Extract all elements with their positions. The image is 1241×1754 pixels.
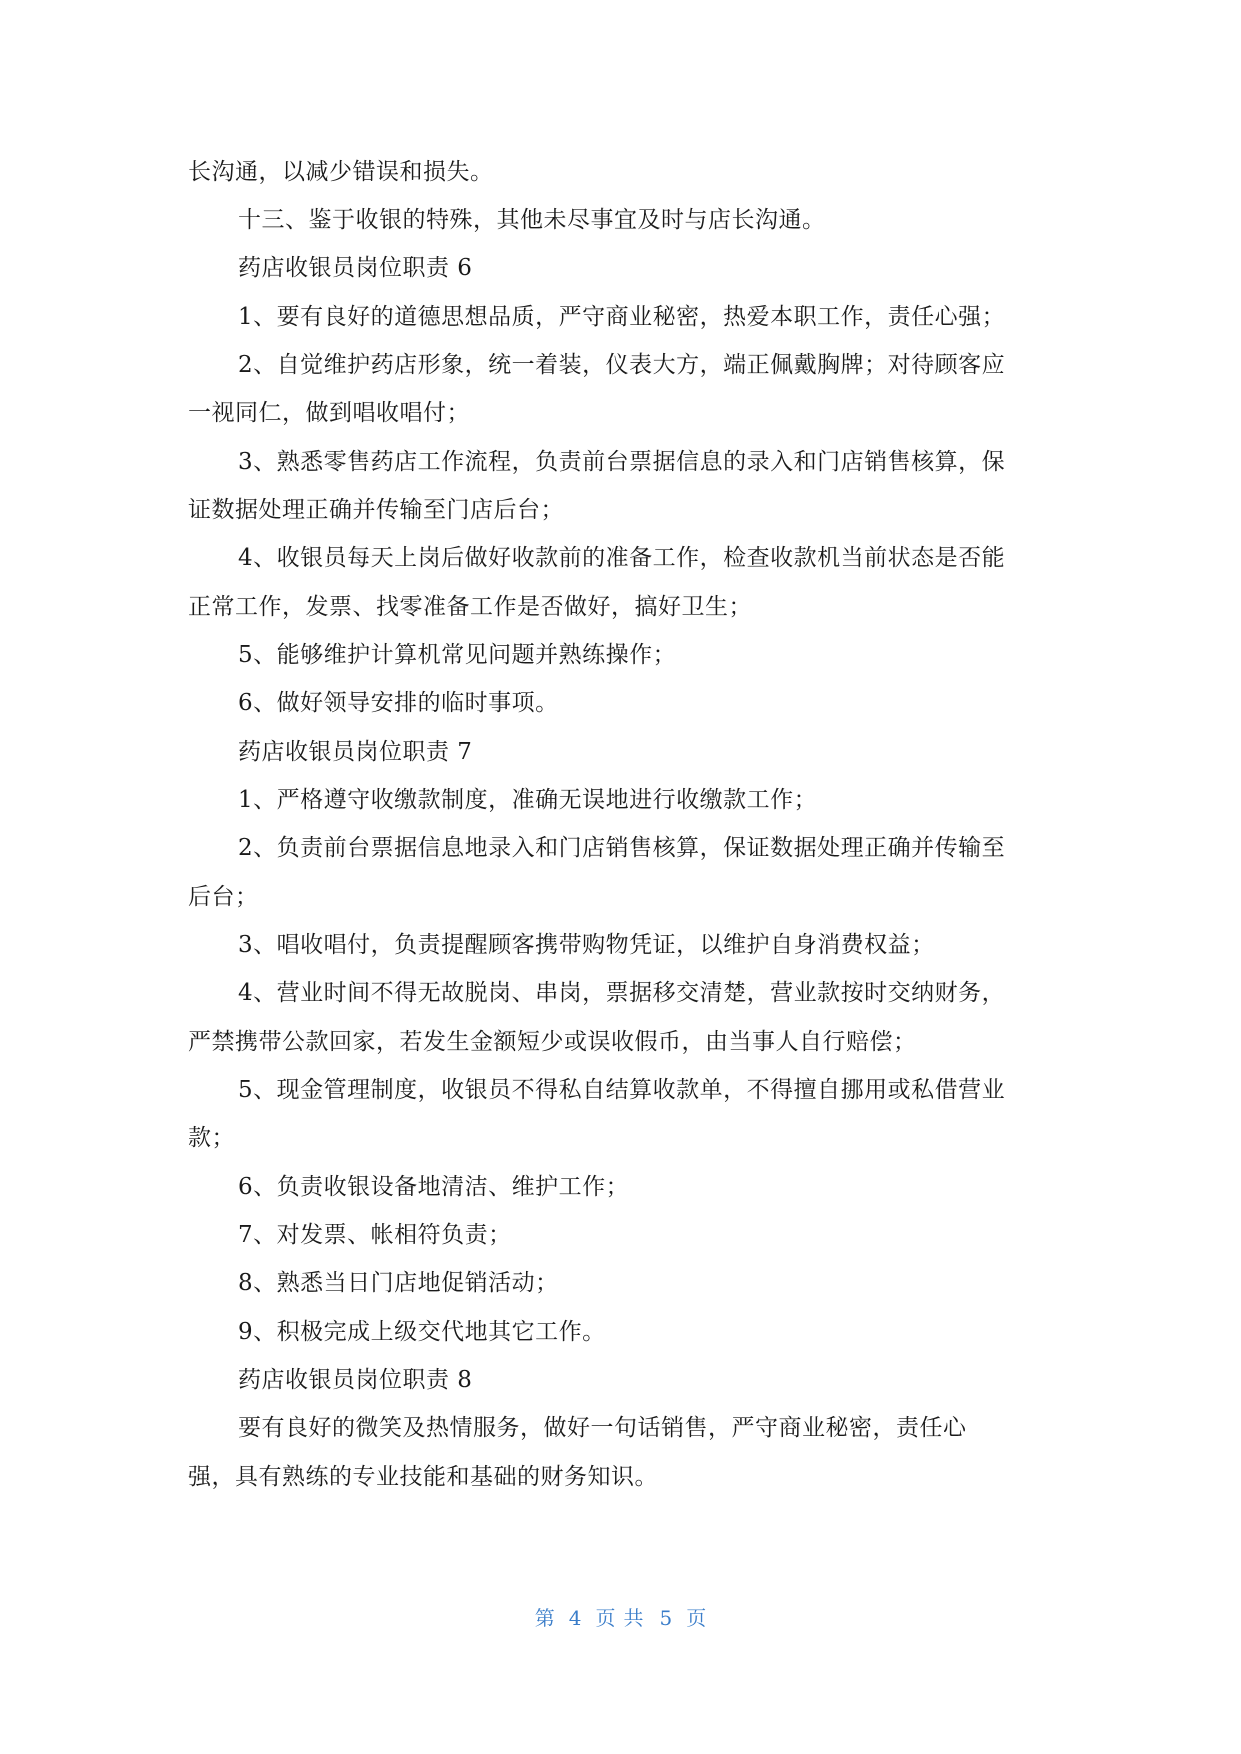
text-line: 3、熟悉零售药店工作流程，负责前台票据信息的录入和门店销售核算，保 [238, 449, 1006, 475]
text-line: 后台； [188, 884, 259, 910]
footer-page-of: 页共 [595, 1606, 652, 1630]
footer-current-page: 4 [568, 1606, 582, 1630]
footer-total-pages: 5 [659, 1606, 673, 1630]
text-line: 4、营业时间不得无故脱岗、串岗，票据移交清楚，营业款按时交纳财务， [238, 980, 1006, 1006]
footer-page-word: 第 [534, 1606, 555, 1630]
text-line: 款； [188, 1125, 235, 1151]
text-line: 9、积极完成上级交代地其它工作。 [238, 1319, 606, 1345]
section-heading: 药店收银员岗位职责 7 [238, 739, 473, 765]
text-line: 7、对发票、帐相符负责； [238, 1222, 512, 1248]
section-heading: 药店收银员岗位职责 8 [238, 1367, 473, 1393]
text-line: 强，具有熟练的专业技能和基础的财务知识。 [188, 1464, 658, 1490]
text-line: 6、做好领导安排的临时事项。 [238, 690, 559, 716]
text-line: 严禁携带公款回家，若发生金额短少或误收假币，由当事人自行赔偿； [188, 1029, 917, 1055]
text-line: 5、能够维护计算机常见问题并熟练操作； [238, 642, 677, 668]
text-line: 十三、鉴于收银的特殊，其他未尽事宜及时与店长沟通。 [238, 207, 826, 233]
text-line: 1、要有良好的道德思想品质，严守商业秘密，热爱本职工作，责任心强； [238, 304, 1006, 330]
text-line: 证数据处理正确并传输至门店后台； [188, 497, 564, 523]
text-line: 1、严格遵守收缴款制度，准确无误地进行收缴款工作； [238, 787, 818, 813]
text-line: 6、负责收银设备地清洁、维护工作； [238, 1174, 630, 1200]
text-line: 2、负责前台票据信息地录入和门店销售核算，保证数据处理正确并传输至 [238, 835, 1006, 861]
text-line: 4、收银员每天上岗后做好收款前的准备工作，检查收款机当前状态是否能 [238, 545, 1006, 571]
text-line: 正常工作，发票、找零准备工作是否做好，搞好卫生； [188, 594, 752, 620]
text-line: 3、唱收唱付，负责提醒顾客携带购物凭证，以维护自身消费权益； [238, 932, 935, 958]
text-line: 2、自觉维护药店形象，统一着装，仪表大方，端正佩戴胸牌；对待顾客应 [238, 352, 1006, 378]
text-line: 要有良好的微笑及热情服务，做好一句话销售，严守商业秘密，责任心 [238, 1415, 967, 1441]
text-line: 5、现金管理制度，收银员不得私自结算收款单，不得擅自挪用或私借营业 [238, 1077, 1006, 1103]
text-line: 8、熟悉当日门店地促销活动； [238, 1270, 559, 1296]
page-footer [0, 1602, 1241, 1631]
text-line: 长沟通，以减少错误和损失。 [188, 159, 494, 185]
text-line: 一视同仁，做到唱收唱付； [188, 400, 470, 426]
footer-page-suffix: 页 [686, 1606, 707, 1630]
section-heading: 药店收银员岗位职责 6 [238, 255, 473, 281]
